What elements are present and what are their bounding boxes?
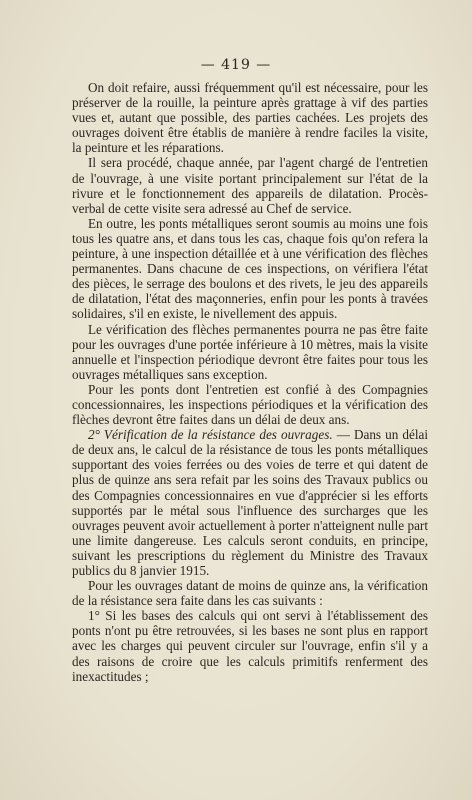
page-number: — 419 — (200, 57, 272, 73)
paragraph: En outre, les ponts métalliques seront soumis au moins une fois tous les quatre ans, et dans tous les cas, chaque fois qu'on refera la peinture, à une inspection détaillée et à une vérification des flèches permanentes. Dans chacune de ces inspections, on vérifiera l'état des pièces, le serrage des boulons et des rivets, le jeu des appareils de dilatation, l'état des maçonneries, enfin pour les ponts à travées solidaires, s'il en existe, le nivellement des appuis. (72, 215, 428, 322)
page-body (72, 80, 428, 684)
section-body: — Dans un délai de deux ans, le calcul de la résistance de tous les ponts métalliques supportant des voies ferrées ou des voies de terre et qui datent de plus de quinze ans sera refait par les soins des Travaux publics ou des Compagnies concessionnaires en vue d'apprécier si les efforts supportés par le métal sous l'influence des surcharges que les ouvrages peuvent avoir actuellement à porter n'atteignent nulle part une limite dangereuse. Les calculs seront conduits, en principe, suivant les prescriptions du règlement du Ministre des Travaux publics du 8 janvier 1915. (72, 427, 428, 578)
paragraph: Pour les ouvrages datant de moins de quinze ans, la vérification de la résistance sera faite dans les cas suivants : (72, 578, 428, 609)
section-heading: 2° Vérification de la résistance des ouvrages. (88, 427, 333, 443)
paragraph: Il sera procédé, chaque année, par l'agent chargé de l'entretien de l'ouvrage, à une visite portant principalement sur l'état de la rivure et le fonctionnement des appareils de dilatation. Procès-verbal de cette visite sera adressé au Chef de service. (72, 155, 428, 216)
paragraph: On doit refaire, aussi fréquemment qu'il est nécessaire, pour les préserver de la rouille, la peinture après grattage à vif des parties vues et, autant que possible, des parties cachées. Les projets des ouvrages doivent être établis de manière à rendre faciles la visite, la peinture et les réparations. (72, 80, 428, 156)
paragraph: Le vérification des flèches permanentes pourra ne pas être faite pour les ouvrages d'une portée inférieure à 10 mètres, mais la visite annuelle et l'inspection périodique devront être faites pour tous les ouvrages métalliques sans exception. (72, 321, 428, 382)
list-item: 1° Si les bases des calculs qui ont servi à l'établissement des ponts n'ont pu être retrouvées, si les bases ne sont plus en rapport avec les charges qui peuvent circuler sur l'ouvrage, enfin s'il y a des raisons de croire que les calculs primitifs renferment des inexactitudes ; (72, 608, 428, 684)
section-paragraph (72, 427, 428, 578)
paragraph: Pour les ponts dont l'entretien est confié à des Compagnies concessionnaires, les inspections périodiques et la vérification des flèches devront être faites dans un délai de deux ans. (72, 381, 428, 428)
